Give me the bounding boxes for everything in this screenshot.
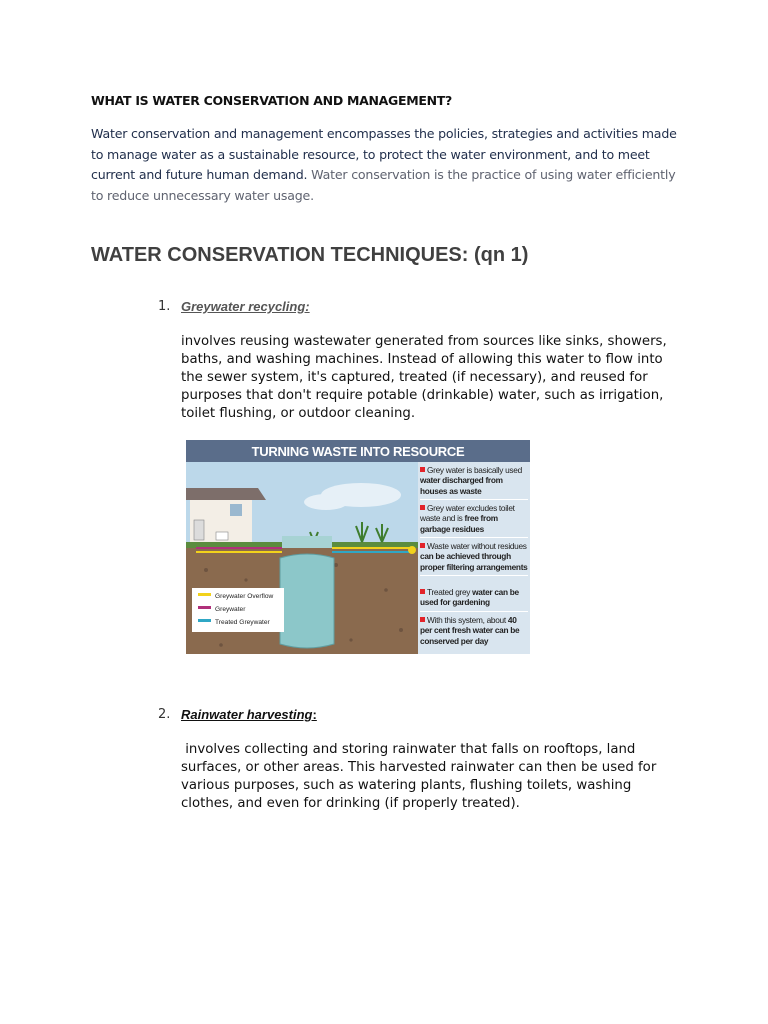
fact-item: Grey water excludes toilet waste and is free from garbage residues bbox=[420, 503, 528, 538]
item-2-number: 2. bbox=[158, 707, 171, 722]
house-roof bbox=[186, 488, 266, 500]
item-1-title: Greywater recycling: bbox=[181, 299, 310, 314]
diagram-title: TURNING WASTE INTO RESOURCE bbox=[186, 440, 530, 462]
storage-tank bbox=[280, 554, 334, 648]
fact-item: Treated grey water can be used for gardening bbox=[420, 587, 528, 612]
outlet-valve bbox=[408, 546, 416, 554]
section-title: WATER CONSERVATION TECHNIQUES: (qn 1) bbox=[91, 244, 529, 266]
legend-swatch-yellow bbox=[198, 593, 211, 596]
bullet-square-icon bbox=[420, 505, 425, 510]
intro-muted-text: Water conservation is the practice of using water efficiently to reduce unnecessary water usage. bbox=[91, 167, 676, 203]
facts-panel bbox=[418, 462, 530, 654]
item-2-body: involves collecting and storing rainwater that falls on rooftops, land surfaces, or other areas. This harvested rainwater can then be used for various purposes, such as watering plants, flushing toilets, washing clothes, and even for drinking (if properly treated). bbox=[181, 742, 661, 811]
bullet-square-icon bbox=[420, 589, 425, 594]
intro-paragraph bbox=[91, 124, 681, 206]
intro-dark-text: Water conservation and management encompasses the policies, strategies and activities made to manage water as a sustainable resource, to protect the water environment, and to meet current and future human demand. bbox=[91, 126, 677, 182]
house-window bbox=[230, 504, 242, 516]
question-heading: WHAT IS WATER CONSERVATION AND MANAGEMENT? bbox=[91, 93, 452, 108]
legend-swatch-blue bbox=[198, 619, 211, 622]
diagram-legend bbox=[192, 588, 284, 632]
greywater-diagram bbox=[186, 440, 530, 658]
tank-lid bbox=[282, 536, 332, 548]
bullet-square-icon bbox=[420, 543, 425, 548]
legend-item: Treated Greywater bbox=[198, 619, 270, 626]
item-1-body: involves reusing wastewater generated from sources like sinks, showers, baths, and washing machines. Instead of allowing this water to flow into the sewer system, it's captured, treated (if necessary), and reused for purposes that don't require potable (drinkable) water, such as irrigation, toilet flushing, or outdoor cleaning. bbox=[181, 334, 667, 421]
washing-machine bbox=[194, 520, 204, 540]
legend-item: Greywater bbox=[198, 606, 245, 613]
legend-item: Greywater Overflow bbox=[198, 593, 273, 600]
item-1-number: 1. bbox=[158, 299, 171, 314]
item-2-title: Rainwater harvesting: bbox=[181, 707, 317, 722]
fact-item: Waste water without residues can be achieved through proper filtering arrangements bbox=[420, 541, 528, 576]
cloud bbox=[304, 494, 348, 510]
bullet-square-icon bbox=[420, 617, 425, 622]
fact-item: With this system, about 40 per cent fresh water can be conserved per day bbox=[420, 615, 520, 646]
bullet-square-icon bbox=[420, 467, 425, 472]
fact-item: Grey water is basically used water discharged from houses as waste bbox=[420, 465, 528, 500]
legend-swatch-purple bbox=[198, 606, 211, 609]
toilet bbox=[216, 532, 228, 540]
